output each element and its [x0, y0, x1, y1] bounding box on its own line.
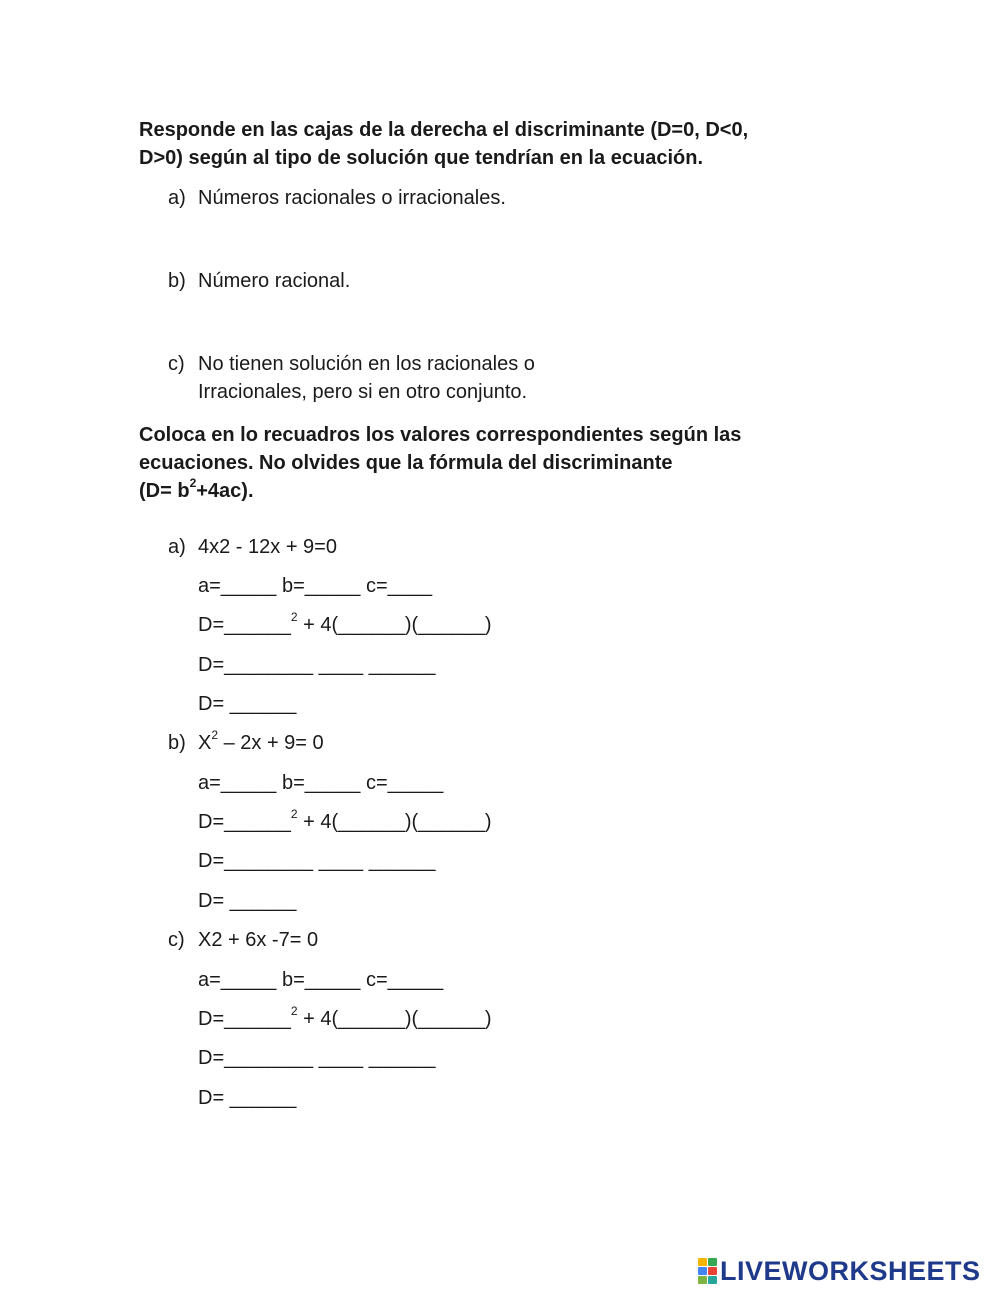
list-item-c-line2: Irracionales, pero si en otro conjunto.: [198, 381, 528, 403]
d-line2-c: D=________ ____ ______: [198, 1047, 436, 1069]
item-text: Números racionales o irracionales.: [198, 187, 506, 209]
liveworksheets-logo: [698, 1254, 981, 1288]
logo-square: [698, 1258, 707, 1266]
list-item-a: [168, 184, 506, 212]
abc-line-b: a=_____ b=_____ c=_____: [198, 772, 444, 794]
abc-line-a: a=_____ b=_____ c=____: [198, 575, 433, 597]
logo-square: [708, 1267, 717, 1275]
logo-square: [698, 1276, 707, 1284]
item-text: Número racional.: [198, 270, 351, 292]
d-line1-b: D=______$^2$ + 4(______)(______): [198, 807, 492, 833]
item-letter: c): [168, 353, 185, 375]
instructions-2-line2: ecuaciones. No olvides que la fórmula del discriminante: [139, 452, 673, 474]
item-letter: b): [168, 270, 186, 292]
instructions-1-line2: D>0) según al tipo de solución que tendrían en la ecuación.: [139, 147, 703, 169]
logo-square: [698, 1267, 707, 1275]
list-item-b: [168, 267, 350, 295]
d-line1-c: D=______$^2$ + 4(______)(______): [198, 1004, 492, 1030]
logo-square: [708, 1258, 717, 1266]
d-line3-c: D= ______: [198, 1087, 297, 1109]
equation-c: c) X2 + 6x -7= 0: [168, 929, 319, 951]
instructions-2-line1: Coloca en lo recuadros los valores correspondientes según las: [139, 424, 742, 446]
equation-b: b) $X^2 - 2x + 9= 0$: [168, 728, 324, 754]
abc-line-c: a=_____ b=_____ c=_____: [198, 969, 444, 991]
d-line3-b: D= ______: [198, 890, 297, 912]
discriminant-formula: $(D= b^2+4ac)$.: [139, 476, 254, 502]
d-line2-a: D=________ ____ ______: [198, 654, 436, 676]
liveworksheets-icon: [698, 1258, 717, 1284]
d-line1-a: D=______$^2$ + 4(______)(______): [198, 610, 492, 636]
item-letter: a): [168, 187, 186, 209]
logo-square: [708, 1276, 717, 1284]
brand-name: LIVEWORKSHEETS: [720, 1255, 981, 1286]
d-line2-b: D=________ ____ ______: [198, 850, 436, 872]
item-text: No tienen solución en los racionales o: [198, 353, 535, 375]
instructions-1-line1: Responde en las cajas de la derecha el discriminante (D=0, D<0,: [139, 119, 749, 141]
d-line3-a: D= ______: [198, 693, 297, 715]
list-item-c: [168, 350, 535, 378]
equation-a: a) 4x2 - 12x + 9=0: [168, 536, 337, 558]
